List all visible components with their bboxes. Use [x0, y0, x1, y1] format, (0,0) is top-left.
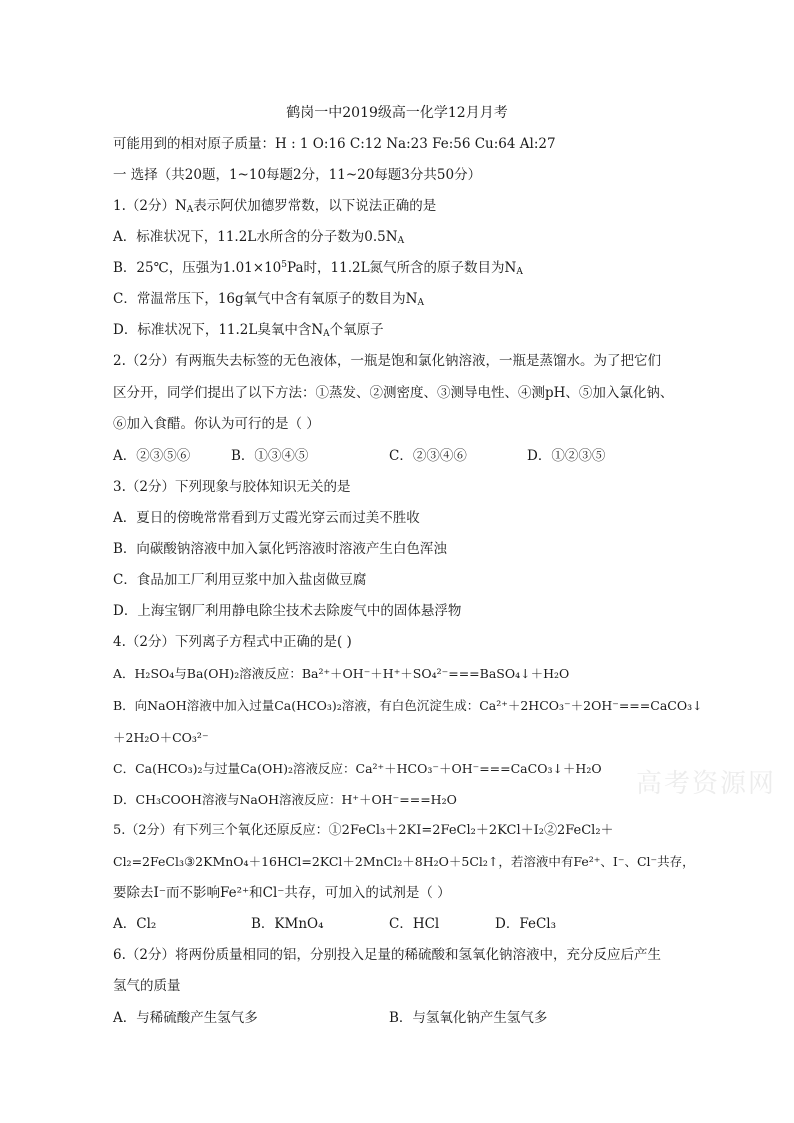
- section-heading: 一 选择（共20题，1~10每题2分，11~20每题3分共50分）: [113, 167, 482, 183]
- question-2-line-2: 区分开，同学们提出了以下方法：①蒸发、②测密度、③测导电性、④测pH、⑤加入氯化钠、: [113, 385, 674, 401]
- question-1-option-a: A．标准状况下，11.2L水所含的分子数为$0.5N_A$: [113, 229, 405, 246]
- question-4-stem: 4.（2分）下列离子方程式中正确的是( ): [113, 634, 352, 650]
- question-3-option-d: D．上海宝钢厂利用静电除尘技术去除废气中的固体悬浮物: [113, 603, 462, 619]
- question-5-option-a: A．Cl₂: [113, 916, 157, 932]
- page-title: 鹤岗一中2019级高一化学12月月考: [286, 105, 508, 121]
- question-6-line-1: 6.（2分）将两份质量相同的铝，分别投入足量的稀硫酸和氢氧化钠溶液中，充分反应后产生: [113, 947, 661, 963]
- watermark: 高考资源网: [636, 769, 777, 799]
- question-1-option-c: C．常温常压下，16g氧气中含有氧原子的数目为$N_A$: [113, 291, 424, 308]
- question-1-stem: 1.（2分）$N_A$表示阿伏加德罗常数，以下说法正确的是: [113, 198, 437, 215]
- question-5-options: [113, 915, 556, 933]
- question-1-option-b: B．25℃，压强为$1.01\times 10^5Pa$时，11.2L氮气所含的原子数目为$N_A$: [113, 260, 523, 277]
- question-5-line-2: Cl₂=2FeCl₃③2KMnO₄＋16HCl=2KCl＋2MnCl₂＋8H₂O＋5Cl₂↑，若溶液中有Fe²⁺、I⁻、Cl⁻共存，: [113, 854, 695, 869]
- question-5-line-3: 要除去I⁻而不影响Fe²⁺和Cl⁻共存，可加入的试剂是（ ）: [113, 885, 451, 901]
- question-6-options: [113, 1009, 547, 1027]
- question-6-option-b: B．与氢氧化钠产生氢气多: [389, 1010, 548, 1026]
- question-2-line-3: ⑥加入食醋。你认为可行的是（ ）: [113, 416, 320, 432]
- question-5-option-c: C．HCl: [389, 916, 440, 932]
- question-2-line-1: 2.（2分）有两瓶失去标签的无色液体，一瓶是饱和氯化钠溶液，一瓶是蒸馏水。为了把它们: [113, 353, 661, 369]
- question-3-option-b: B．向碳酸钠溶液中加入氯化钙溶液时溶液产生白色浑浊: [113, 541, 447, 557]
- question-2-option-c: C．②③④⑥: [389, 448, 467, 464]
- question-2-option-d: D．①②③⑤: [527, 448, 606, 464]
- question-2-option-b: B．①③④⑤: [231, 448, 309, 464]
- question-4-option-d: D．CH₃COOH溶液与NaOH溶液反应：H⁺＋OH⁻===H₂O: [113, 792, 457, 807]
- question-2-options: [113, 447, 605, 465]
- question-5-option-d: D．FeCl₃: [495, 916, 557, 932]
- question-4-option-b-line-2: ＋2H₂O＋CO₃²⁻: [113, 730, 209, 745]
- question-3-option-c: C．食品加工厂利用豆浆中加入盐卤做豆腐: [113, 572, 367, 588]
- question-4-option-c: C．Ca(HCO₃)₂与过量Ca(OH)₂溶液反应：Ca²⁺＋HCO₃⁻＋OH⁻===CaCO₃↓＋H₂O: [113, 761, 602, 776]
- question-4-option-a: A．H₂SO₄与Ba(OH)₂溶液反应：Ba²⁺＋OH⁻＋H⁺＋SO₄²⁻===BaSO₄↓＋H₂O: [113, 666, 570, 681]
- question-1-option-d: D．标准状况下，11.2L臭氧中含$N_A$个氧原子: [113, 322, 384, 339]
- question-4-option-b-line-1: B．向NaOH溶液中加入过量Ca(HCO₃)₂溶液，有白色沉淀生成：Ca²⁺＋2HCO₃⁻＋2OH⁻===CaCO₃↓: [113, 698, 703, 713]
- question-6-line-2: 氢气的质量: [113, 978, 181, 994]
- question-3-option-a: A．夏日的傍晚常常看到万丈霞光穿云而过美不胜收: [113, 510, 420, 526]
- question-6-option-a: A．与稀硫酸产生氢气多: [113, 1010, 258, 1026]
- question-5-line-1: 5.（2分）有下列三个氧化还原反应：①2FeCl₃＋2KI=2FeCl₂＋2KCl＋I₂②2FeCl₂＋: [113, 823, 614, 838]
- question-3-stem: 3.（2分）下列现象与胶体知识无关的是: [113, 479, 351, 495]
- question-2-option-a: A．②③⑤⑥: [113, 448, 191, 464]
- atomic-masses-line: 可能用到的相对原子质量：H : 1 O:16 C:12 Na:23 Fe:56 Cu:64 Al:27: [113, 136, 556, 152]
- question-5-option-b: B．KMnO₄: [251, 916, 324, 932]
